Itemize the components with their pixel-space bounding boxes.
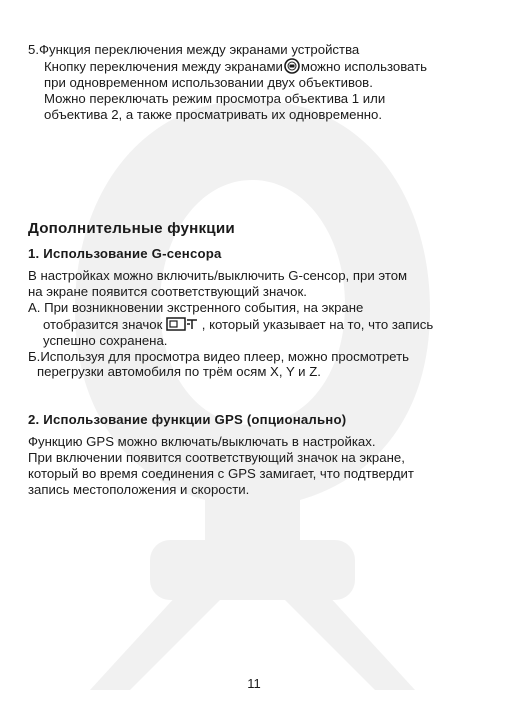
gsensor-body (28, 268, 433, 380)
gsensor-line1: В настройках можно включить/выключить G-сенсор, при этом (28, 268, 408, 283)
gps-heading-block (28, 412, 346, 427)
gps-line1: Функцию GPS можно включать/выключать в настройках. (28, 434, 376, 449)
gsensor-line5: успешно сохранена. (43, 332, 168, 348)
gsensor-heading: 1. Использование G-сенсора (28, 246, 222, 261)
gsensor-line4 (28, 316, 433, 333)
section5-line2 (28, 58, 427, 75)
gsensor-line2: на экране появится соответствующий значок. (28, 283, 307, 299)
section5-line2-start: Кнопку переключения между экранами (44, 58, 283, 74)
section5-line4: Можно переключать режим просмотра объектива 1 или (44, 90, 386, 106)
circular-switch-icon (283, 58, 301, 74)
gps-body (28, 434, 414, 498)
extra-heading-block (28, 220, 235, 237)
gsensor-line7: перегрузки автомобиля по трём осям X, Y и Z. (37, 364, 321, 380)
extra-heading: Дополнительные функции (28, 220, 235, 237)
section5-line2-end: можно использовать (300, 58, 428, 74)
section5-line1: 5.Функция переключения между экранами устройства (28, 42, 360, 57)
section-screen-switch (28, 42, 427, 123)
section5-line3: при одновременном использовании двух объективов. (44, 74, 373, 90)
locked-file-icon (166, 316, 198, 332)
gsensor-line6: Б.Используя для просмотра видео плеер, можно просмотреть (28, 348, 409, 364)
section5-line5: объектива 2, а также просматривать их одновременно. (44, 106, 383, 122)
gps-heading: 2. Использование функции GPS (опционально) (28, 412, 347, 427)
page-number: 11 (247, 676, 261, 691)
gps-line3: который во время соединения с GPS замигает, что подтвердит (28, 465, 414, 481)
gps-line4: запись местоположения и скорости. (28, 481, 250, 497)
gsensor-line4-end: , который указывает на то, что запись (201, 316, 434, 332)
gsensor-heading-block (28, 246, 222, 261)
gsensor-line3: А. При возникновении экстренного события, на экране (28, 299, 364, 315)
gps-line2: При включении появится соответствующий значок на экране, (28, 449, 405, 465)
gsensor-line4-start: отобразится значок (43, 316, 163, 332)
